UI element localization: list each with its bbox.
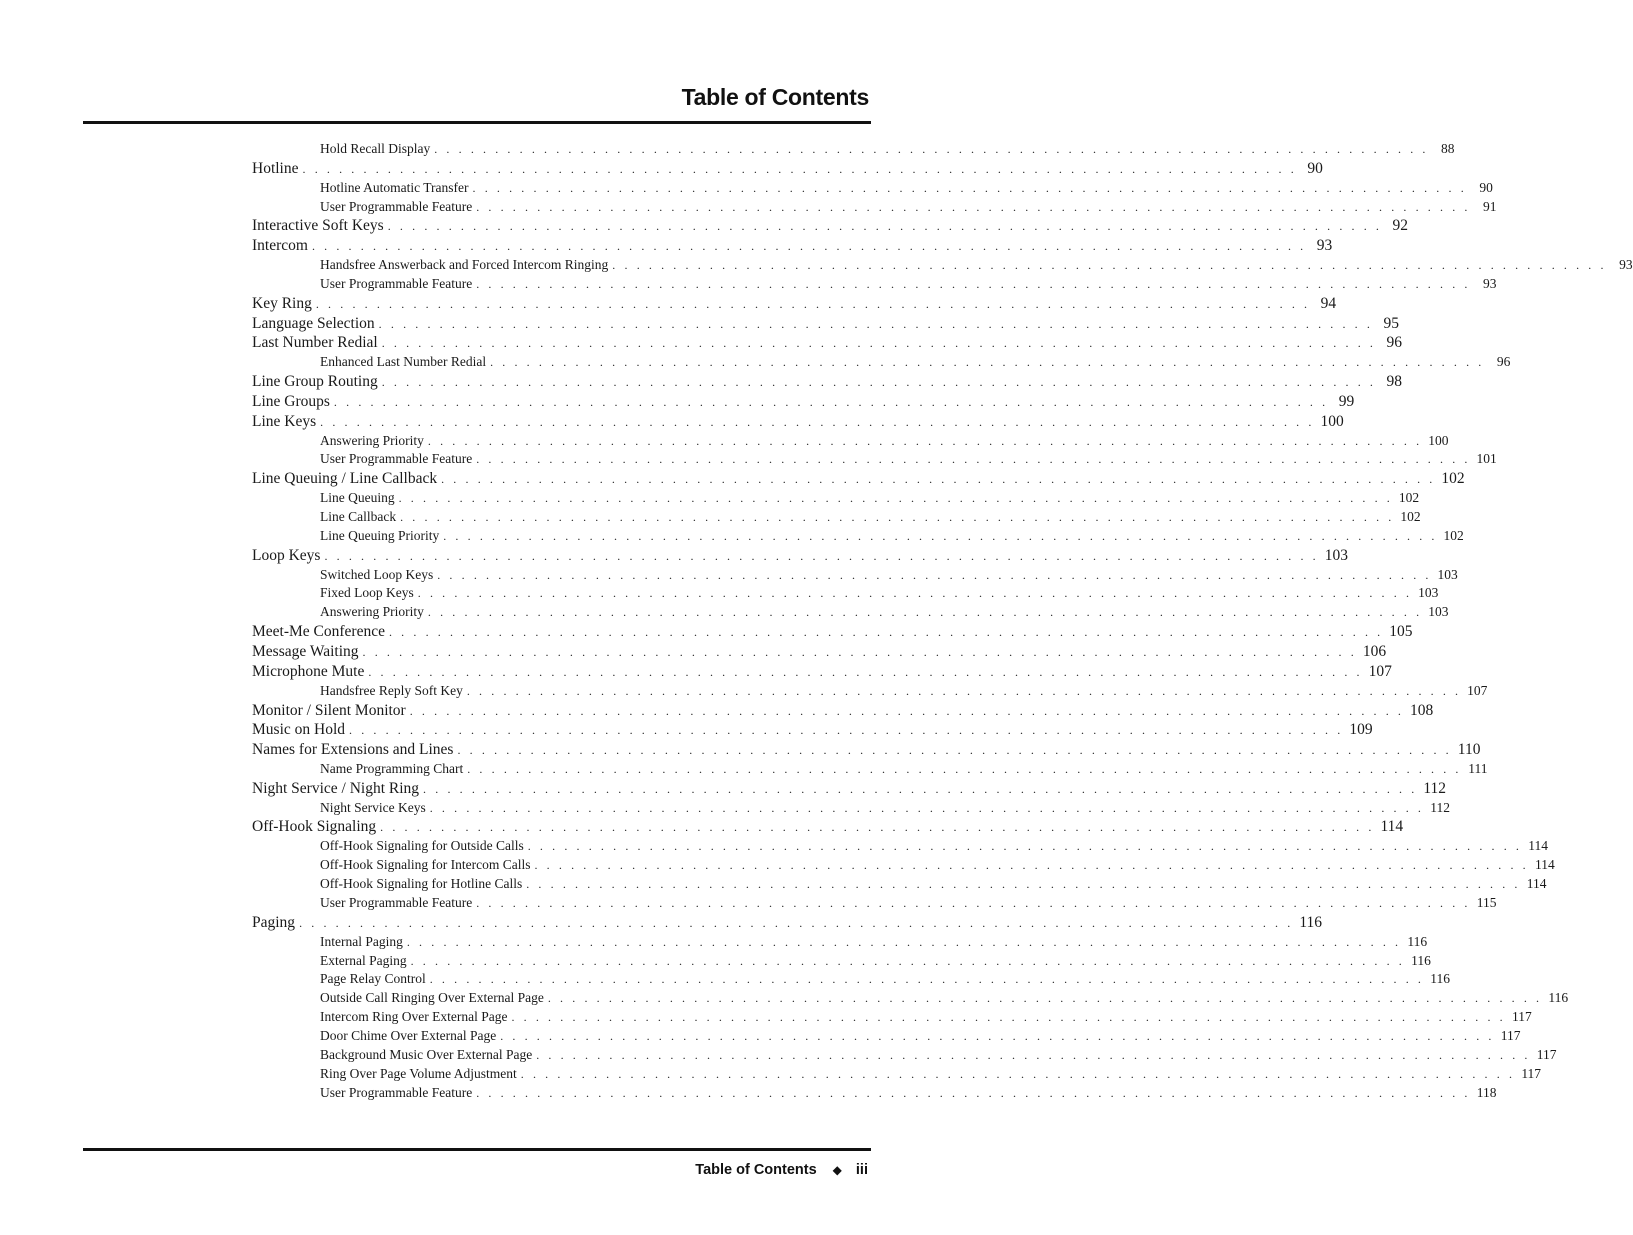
toc-subentry[interactable] [252, 799, 1451, 818]
toc-page-number: 109 [1349, 721, 1373, 739]
toc-entry[interactable] [252, 642, 1387, 662]
toc-entry-title: Line Groups [252, 392, 330, 410]
toc-entry-title: Off-Hook Signaling for Intercom Calls [320, 857, 531, 873]
toc-page-number: 114 [1380, 818, 1404, 836]
toc-page-number: 95 [1383, 314, 1399, 332]
toc-page-number: 114 [1526, 876, 1547, 892]
dot-leader: . . . . . . . . . . . . . . . . . . . . . . . . . . . . . . . . . . . . . . . . . . . . . . . . . . . . . . . . . . . . . . . . . . . . . . . . . . . . . . . . . . [381, 375, 1377, 390]
page-title: Table of Contents [681, 84, 869, 110]
toc-entry-title: Paging [252, 913, 296, 931]
toc-entry-title: Door Chime Over External Page [320, 1028, 497, 1044]
diamond-icon: ◆ [832, 1163, 842, 1177]
dot-leader: . . . . . . . . . . . . . . . . . . . . . . . . . . . . . . . . . . . . . . . . . . . . . . . . . . . . . . . . . . . . . . . . . . . . . . . . . . . . . . . . . . [387, 219, 1383, 234]
toc-subentry[interactable] [252, 275, 1497, 294]
toc-subentry[interactable] [252, 450, 1497, 469]
toc-entry-title: Outside Call Ringing Over External Page [320, 990, 544, 1006]
toc-page-number: 110 [1457, 741, 1481, 759]
toc-entry-title: Handsfree Answerback and Forced Intercom Ringing [320, 257, 609, 273]
toc-page-number: 93 [1316, 237, 1333, 255]
toc-entry-title: User Programmable Feature [320, 451, 473, 467]
toc-entry-title: Interactive Soft Keys [252, 217, 384, 235]
toc-entry-title: Ring Over Page Volume Adjustment [320, 1065, 517, 1081]
dot-leader: . . . . . . . . . . . . . . . . . . . . . . . . . . . . . . . . . . . . . . . . . . . . . . . . . . . . . . . . . . . . . . . . . . . . . . . . . . . . . . . . . . [476, 199, 1471, 214]
dot-leader: . . . . . . . . . . . . . . . . . . . . . . . . . . . . . . . . . . . . . . . . . . . . . . . . . . . . . . . . . . . . . . . . . . . . . . . . . . . . . . . . . . [333, 394, 1329, 409]
toc-page-number: 102 [1441, 470, 1465, 488]
dot-leader: . . . . . . . . . . . . . . . . . . . . . . . . . . . . . . . . . . . . . . . . . . . . . . . . . . . . . . . . . . . . . . . . . . . . . . . . . . . . . . . . . . [429, 800, 1425, 815]
dot-leader: . . . . . . . . . . . . . . . . . . . . . . . . . . . . . . . . . . . . . . . . . . . . . . . . . . . . . . . . . . . . . . . . . . . . . . . . . . . . . . . . . . [443, 528, 1438, 543]
dot-leader: . . . . . . . . . . . . . . . . . . . . . . . . . . . . . . . . . . . . . . . . . . . . . . . . . . . . . . . . . . . . . . . . . . . . . . . . . . . . . . . . . . [324, 548, 1319, 563]
toc-entry-title: Intercom Ring Over External Page [320, 1009, 508, 1025]
toc-subentry[interactable] [252, 1046, 1557, 1065]
toc-page-number: 111 [1468, 760, 1488, 776]
toc-page-number: 116 [1548, 990, 1569, 1006]
toc-entry-title: Intercom [252, 237, 308, 255]
toc-page-number: 112 [1423, 779, 1447, 797]
dot-leader: . . . . . . . . . . . . . . . . . . . . . . . . . . . . . . . . . . . . . . . . . . . . . . . . . . . . . . . . . . . . . . . . . . . . . . . . . . . . . . . . . . [299, 915, 1294, 930]
dot-leader: . . . . . . . . . . . . . . . . . . . . . . . . . . . . . . . . . . . . . . . . . . . . . . . . . . . . . . . . . . . . . . . . . . . . . . . . . . . . . . . . . . [302, 161, 1297, 176]
toc-entry-title: Internal Paging [320, 933, 403, 949]
toc-entry-title: Monitor / Silent Monitor [252, 701, 406, 719]
dot-leader: . . . . . . . . . . . . . . . . . . . . . . . . . . . . . . . . . . . . . . . . . . . . . . . . . . . . . . . . . . . . . . . . . . . . . . . . . . . . . . . . . . [476, 452, 1471, 467]
toc-subentry[interactable] [252, 837, 1549, 856]
toc-page-number: 96 [1386, 334, 1403, 352]
dot-leader: . . . . . . . . . . . . . . . . . . . . . . . . . . . . . . . . . . . . . . . . . . . . . . . . . . . . . . . . . . . . . . . . . . . . . . . . . . . . . . . . . . [476, 895, 1471, 910]
toc-page-number: 96 [1496, 354, 1511, 370]
toc-entry-title: Switched Loop Keys [320, 566, 434, 582]
dot-leader: . . . . . . . . . . . . . . . . . . . . . . . . . . . . . . . . . . . . . . . . . . . . . . . . . . . . . . . . . . . . . . . . . . . . . . . . . . . . . . . . . . [490, 355, 1485, 370]
toc-page-number: 117 [1521, 1065, 1542, 1081]
toc-subentry[interactable] [252, 256, 1633, 275]
toc-page-number: 107 [1368, 662, 1392, 680]
toc-page-number: 116 [1411, 952, 1431, 968]
toc-entry[interactable] [252, 392, 1355, 412]
toc-page-number: 100 [1320, 412, 1344, 430]
toc-page-number: 93 [1483, 275, 1497, 291]
dot-leader: . . . . . . . . . . . . . . . . . . . . . . . . . . . . . . . . . . . . . . . . . . . . . . . . . . . . . . . . . . . . . . . . . . . . . . . . . . . . . . . . . . [536, 1047, 1531, 1062]
toc-entry-title: Line Keys [252, 412, 317, 430]
toc-page-number: 99 [1338, 392, 1355, 410]
toc-subentry[interactable] [252, 353, 1511, 372]
dot-leader: . . . . . . . . . . . . . . . . . . . . . . . . . . . . . . . . . . . . . . . . . . . . . . . . . . . . . . . . . . . . . . . . . . . . . . . . . . . . . . . . . . [467, 761, 1462, 776]
toc-page-number: 115 [1476, 894, 1497, 910]
toc-entry-title: Line Group Routing [252, 373, 378, 391]
toc-subentry[interactable] [252, 179, 1493, 198]
dot-leader: . . . . . . . . . . . . . . . . . . . . . . . . . . . . . . . . . . . . . . . . . . . . . . . . . . . . . . . . . . . . . . . . . . . . . . . . . . . . . . . . . . [500, 1029, 1495, 1044]
toc-entry[interactable] [252, 236, 1333, 256]
toc-page-number: 117 [1512, 1009, 1532, 1025]
toc-entry-title: Hold Recall Display [320, 141, 431, 156]
dot-leader: . . . . . . . . . . . . . . . . . . . . . . . . . . . . . . . . . . . . . . . . . . . . . . . . . . . . . . . . . . . . . . . . . . . . . . . . . . . . . . . . . . [434, 142, 1429, 156]
dot-leader: . . . . . . . . . . . . . . . . . . . . . . . . . . . . . . . . . . . . . . . . . . . . . . . . . . . . . . . . . . . . . . . . . . . . . . . . . . . . . . . . . . [547, 991, 1543, 1006]
toc-page-number: 88 [1441, 141, 1455, 156]
dot-leader: . . . . . . . . . . . . . . . . . . . . . . . . . . . . . . . . . . . . . . . . . . . . . . . . . . . . . . . . . . . . . . . . . . . . . . . . . . . . . . . . . . [437, 567, 1432, 582]
toc-entry[interactable] [252, 720, 1373, 740]
toc-entry-title: Off-Hook Signaling for Hotline Calls [320, 876, 523, 892]
dot-leader: . . . . . . . . . . . . . . . . . . . . . . . . . . . . . . . . . . . . . . . . . . . . . . . . . . . . . . . . . . . . . . . . . . . . . . . . . . . . . . . . . . [466, 683, 1462, 698]
toc-subentry[interactable] [252, 140, 1455, 159]
dot-leader: . . . . . . . . . . . . . . . . . . . . . . . . . . . . . . . . . . . . . . . . . . . . . . . . . . . . . . . . . . . . . . . . . . . . . . . . . . . . . . . . . . [476, 276, 1471, 291]
dot-leader: . . . . . . . . . . . . . . . . . . . . . . . . . . . . . . . . . . . . . . . . . . . . . . . . . . . . . . . . . . . . . . . . . . . . . . . . . . . . . . . . . . [429, 972, 1425, 987]
toc-entry[interactable] [252, 913, 1323, 933]
toc-subentry[interactable] [252, 489, 1420, 508]
toc-subentry[interactable] [252, 566, 1458, 585]
toc-list [252, 140, 1633, 1103]
toc-page-number: 117 [1536, 1046, 1557, 1062]
toc-subentry[interactable] [252, 1008, 1532, 1027]
toc-subentry[interactable] [252, 508, 1421, 527]
dot-leader: . . . . . . . . . . . . . . . . . . . . . . . . . . . . . . . . . . . . . . . . . . . . . . . . . . . . . . . . . . . . . . . . . . . . . . . . . . . . . . . . . . [362, 645, 1357, 660]
toc-entry-title: Fixed Loop Keys [320, 585, 414, 601]
toc-entry-title: Meet-Me Conference [252, 623, 385, 641]
dot-leader: . . . . . . . . . . . . . . . . . . . . . . . . . . . . . . . . . . . . . . . . . . . . . . . . . . . . . . . . . . . . . . . . . . . . . . . . . . . . . . . . . . [417, 586, 1413, 601]
toc-subentry[interactable] [252, 894, 1497, 913]
toc-subentry[interactable] [252, 875, 1547, 894]
toc-page-number: 102 [1398, 490, 1420, 506]
toc-page-number: 92 [1392, 217, 1409, 235]
toc-page-number: 116 [1407, 933, 1428, 949]
toc-entry-title: Off-Hook Signaling [252, 818, 377, 836]
toc-entry[interactable] [252, 817, 1404, 837]
toc-page-number: 90 [1307, 159, 1323, 177]
toc-page-number: 101 [1476, 451, 1497, 467]
toc-page-number: 105 [1389, 623, 1413, 641]
footer-page-number: iii [855, 1162, 868, 1178]
toc-entry-title: Hotline Automatic Transfer [320, 179, 469, 195]
toc-entry-title: Night Service / Night Ring [252, 779, 420, 797]
dot-leader: . . . . . . . . . . . . . . . . . . . . . . . . . . . . . . . . . . . . . . . . . . . . . . . . . . . . . . . . . . . . . . . . . . . . . . . . . . . . . . . . . . [378, 316, 1373, 331]
toc-entry[interactable] [252, 333, 1403, 353]
toc-entry[interactable] [252, 662, 1392, 682]
toc-page-number: 93 [1619, 257, 1633, 273]
toc-subentry[interactable] [252, 682, 1488, 701]
dot-leader: . . . . . . . . . . . . . . . . . . . . . . . . . . . . . . . . . . . . . . . . . . . . . . . . . . . . . . . . . . . . . . . . . . . . . . . . . . . . . . . . . . [320, 414, 1315, 429]
toc-entry[interactable] [252, 159, 1323, 179]
toc-entry-title: Message Waiting [252, 643, 359, 661]
dot-leader: . . . . . . . . . . . . . . . . . . . . . . . . . . . . . . . . . . . . . . . . . . . . . . . . . . . . . . . . . . . . . . . . . . . . . . . . . . . . . . . . . . [368, 664, 1363, 679]
toc-page-number: 106 [1362, 643, 1387, 661]
toc-subentry[interactable] [252, 432, 1449, 451]
toc-page-number: 94 [1320, 294, 1337, 312]
toc-entry-title: User Programmable Feature [320, 894, 473, 910]
footer-section-title: Table of Contents [695, 1162, 817, 1178]
toc-page-number: 102 [1443, 527, 1464, 543]
toc-entry-title: Answering Priority [320, 604, 424, 620]
toc-entry-title: Names for Extensions and Lines [252, 741, 454, 759]
toc-page-number: 116 [1299, 913, 1323, 931]
toc-entry-title: Night Service Keys [320, 799, 426, 815]
dot-leader: . . . . . . . . . . . . . . . . . . . . . . . . . . . . . . . . . . . . . . . . . . . . . . . . . . . . . . . . . . . . . . . . . . . . . . . . . . . . . . . . . . [400, 509, 1395, 524]
toc-page-number: 103 [1324, 546, 1349, 564]
toc-entry-title: External Paging [320, 952, 407, 968]
dot-leader: . . . . . . . . . . . . . . . . . . . . . . . . . . . . . . . . . . . . . . . . . . . . . . . . . . . . . . . . . . . . . . . . . . . . . . . . . . . . . . . . . . [380, 820, 1375, 835]
dot-leader: . . . . . . . . . . . . . . . . . . . . . . . . . . . . . . . . . . . . . . . . . . . . . . . . . . . . . . . . . . . . . . . . . . . . . . . . . . . . . . . . . . [423, 781, 1418, 796]
dot-leader: . . . . . . . . . . . . . . . . . . . . . . . . . . . . . . . . . . . . . . . . . . . . . . . . . . . . . . . . . . . . . . . . . . . . . . . . . . . . . . . . . . [612, 258, 1607, 273]
toc-entry[interactable] [252, 412, 1344, 432]
dot-leader: . . . . . . . . . . . . . . . . . . . . . . . . . . . . . . . . . . . . . . . . . . . . . . . . . . . . . . . . . . . . . . . . . . . . . . . . . . . . . . . . . . [476, 1085, 1471, 1100]
toc-entry[interactable] [252, 546, 1349, 566]
toc-page-number: 100 [1428, 432, 1449, 448]
toc-page-number: 91 [1483, 198, 1497, 214]
toc-page-number: 116 [1430, 971, 1451, 987]
toc-entry-title: Music on Hold [252, 721, 345, 739]
dot-leader: . . . . . . . . . . . . . . . . . . . . . . . . . . . . . . . . . . . . . . . . . . . . . . . . . . . . . . . . . . . . . . . . . . . . . . . . . . . . . . . . . . [409, 703, 1405, 718]
toc-entry-title: User Programmable Feature [320, 275, 473, 291]
dot-leader: . . . . . . . . . . . . . . . . . . . . . . . . . . . . . . . . . . . . . . . . . . . . . . . . . . . . . . . . . . . . . . . . . . . . . . . . . . . . . . . . . . [311, 239, 1307, 254]
toc-subentry[interactable] [252, 933, 1428, 952]
toc-entry[interactable] [252, 216, 1409, 236]
toc-page-number: 103 [1437, 566, 1458, 582]
toc-entry-title: Key Ring [252, 294, 312, 312]
toc-entry-title: Handsfree Reply Soft Key [320, 682, 463, 698]
toc-page-number: 90 [1479, 179, 1493, 195]
dot-leader: . . . . . . . . . . . . . . . . . . . . . . . . . . . . . . . . . . . . . . . . . . . . . . . . . . . . . . . . . . . . . . . . . . . . . . . . . . . . . . . . . . [427, 433, 1423, 448]
toc-entry[interactable] [252, 622, 1413, 642]
toc-page-number: 114 [1528, 838, 1549, 854]
dot-leader: . . . . . . . . . . . . . . . . . . . . . . . . . . . . . . . . . . . . . . . . . . . . . . . . . . . . . . . . . . . . . . . . . . . . . . . . . . . . . . . . . . [526, 877, 1521, 892]
header-rule [83, 121, 871, 124]
toc-entry[interactable] [252, 294, 1337, 314]
dot-leader: . . . . . . . . . . . . . . . . . . . . . . . . . . . . . . . . . . . . . . . . . . . . . . . . . . . . . . . . . . . . . . . . . . . . . . . . . . . . . . . . . . [349, 723, 1344, 738]
toc-page-number: 117 [1500, 1028, 1521, 1044]
toc-entry-title: Hotline [252, 159, 299, 177]
toc-subentry[interactable] [252, 198, 1497, 217]
toc-entry-title: Last Number Redial [252, 334, 378, 352]
toc-subentry[interactable] [252, 1084, 1497, 1103]
toc-entry[interactable] [252, 701, 1434, 721]
toc-subentry[interactable] [252, 1065, 1542, 1084]
toc-entry[interactable] [252, 740, 1481, 760]
dot-leader: . . . . . . . . . . . . . . . . . . . . . . . . . . . . . . . . . . . . . . . . . . . . . . . . . . . . . . . . . . . . . . . . . . . . . . . . . . . . . . . . . . [406, 934, 1402, 949]
dot-leader: . . . . . . . . . . . . . . . . . . . . . . . . . . . . . . . . . . . . . . . . . . . . . . . . . . . . . . . . . . . . . . . . . . . . . . . . . . . . . . . . . . [511, 1010, 1506, 1025]
toc-entry-title: Answering Priority [320, 432, 424, 448]
toc-entry-title: User Programmable Feature [320, 198, 473, 214]
toc-subentry[interactable] [252, 603, 1449, 622]
toc-entry[interactable] [252, 469, 1465, 489]
toc-entry-title: Loop Keys [252, 546, 321, 564]
toc-page-number: 103 [1418, 585, 1439, 601]
dot-leader: . . . . . . . . . . . . . . . . . . . . . . . . . . . . . . . . . . . . . . . . . . . . . . . . . . . . . . . . . . . . . . . . . . . . . . . . . . . . . . . . . . [315, 296, 1311, 311]
toc-entry-title: Line Queuing Priority [320, 527, 440, 543]
toc-entry[interactable] [252, 372, 1403, 392]
footer-rule [83, 1148, 871, 1151]
toc-entry-title: Microphone Mute [252, 662, 365, 680]
page-footer [695, 1162, 868, 1178]
toc-entry-title: Off-Hook Signaling for Outside Calls [320, 838, 524, 854]
dot-leader: . . . . . . . . . . . . . . . . . . . . . . . . . . . . . . . . . . . . . . . . . . . . . . . . . . . . . . . . . . . . . . . . . . . . . . . . . . . . . . . . . . [520, 1066, 1516, 1081]
toc-page-number: 102 [1400, 508, 1421, 524]
toc-subentry[interactable] [252, 1027, 1521, 1046]
toc-entry-title: Line Queuing / Line Callback [252, 470, 438, 488]
toc-entry-title: Language Selection [252, 314, 375, 332]
toc-subentry[interactable] [252, 970, 1451, 989]
toc-entry-title: Background Music Over External Page [320, 1046, 533, 1062]
toc-subentry[interactable] [252, 527, 1464, 546]
toc-page-number: 107 [1467, 682, 1488, 698]
toc-entry[interactable] [252, 779, 1447, 799]
dot-leader: . . . . . . . . . . . . . . . . . . . . . . . . . . . . . . . . . . . . . . . . . . . . . . . . . . . . . . . . . . . . . . . . . . . . . . . . . . . . . . . . . . [388, 625, 1384, 640]
toc-subentry[interactable] [252, 856, 1555, 875]
dot-leader: . . . . . . . . . . . . . . . . . . . . . . . . . . . . . . . . . . . . . . . . . . . . . . . . . . . . . . . . . . . . . . . . . . . . . . . . . . . . . . . . . . [527, 839, 1523, 854]
toc-subentry[interactable] [252, 952, 1431, 971]
toc-entry[interactable] [252, 314, 1399, 334]
toc-entry-title: Line Queuing [320, 490, 395, 506]
toc-subentry[interactable] [252, 584, 1439, 603]
toc-page-number: 108 [1410, 701, 1434, 719]
toc-page-number: 114 [1535, 857, 1555, 873]
toc-entry-title: User Programmable Feature [320, 1084, 473, 1100]
dot-leader: . . . . . . . . . . . . . . . . . . . . . . . . . . . . . . . . . . . . . . . . . . . . . . . . . . . . . . . . . . . . . . . . . . . . . . . . . . . . . . . . . . [472, 180, 1467, 195]
dot-leader: . . . . . . . . . . . . . . . . . . . . . . . . . . . . . . . . . . . . . . . . . . . . . . . . . . . . . . . . . . . . . . . . . . . . . . . . . . . . . . . . . . [441, 472, 1436, 487]
toc-entry-title: Name Programming Chart [320, 760, 464, 776]
dot-leader: . . . . . . . . . . . . . . . . . . . . . . . . . . . . . . . . . . . . . . . . . . . . . . . . . . . . . . . . . . . . . . . . . . . . . . . . . . . . . . . . . . [534, 858, 1529, 873]
dot-leader: . . . . . . . . . . . . . . . . . . . . . . . . . . . . . . . . . . . . . . . . . . . . . . . . . . . . . . . . . . . . . . . . . . . . . . . . . . . . . . . . . . [410, 953, 1405, 968]
toc-entry-title: Enhanced Last Number Redial [320, 354, 487, 370]
toc-entry-title: Line Callback [320, 508, 397, 524]
dot-leader: . . . . . . . . . . . . . . . . . . . . . . . . . . . . . . . . . . . . . . . . . . . . . . . . . . . . . . . . . . . . . . . . . . . . . . . . . . . . . . . . . . [457, 743, 1452, 758]
dot-leader: . . . . . . . . . . . . . . . . . . . . . . . . . . . . . . . . . . . . . . . . . . . . . . . . . . . . . . . . . . . . . . . . . . . . . . . . . . . . . . . . . . [398, 491, 1393, 506]
dot-leader: . . . . . . . . . . . . . . . . . . . . . . . . . . . . . . . . . . . . . . . . . . . . . . . . . . . . . . . . . . . . . . . . . . . . . . . . . . . . . . . . . . [381, 336, 1377, 351]
toc-page-number: 103 [1428, 604, 1449, 620]
toc-page-number: 112 [1430, 799, 1451, 815]
toc-entry-title: Page Relay Control [320, 971, 426, 987]
toc-page-number: 118 [1476, 1084, 1497, 1100]
toc-page-number: 98 [1386, 373, 1403, 391]
toc-subentry[interactable] [252, 760, 1488, 779]
dot-leader: . . . . . . . . . . . . . . . . . . . . . . . . . . . . . . . . . . . . . . . . . . . . . . . . . . . . . . . . . . . . . . . . . . . . . . . . . . . . . . . . . . [427, 605, 1423, 620]
toc-subentry[interactable] [252, 989, 1569, 1008]
